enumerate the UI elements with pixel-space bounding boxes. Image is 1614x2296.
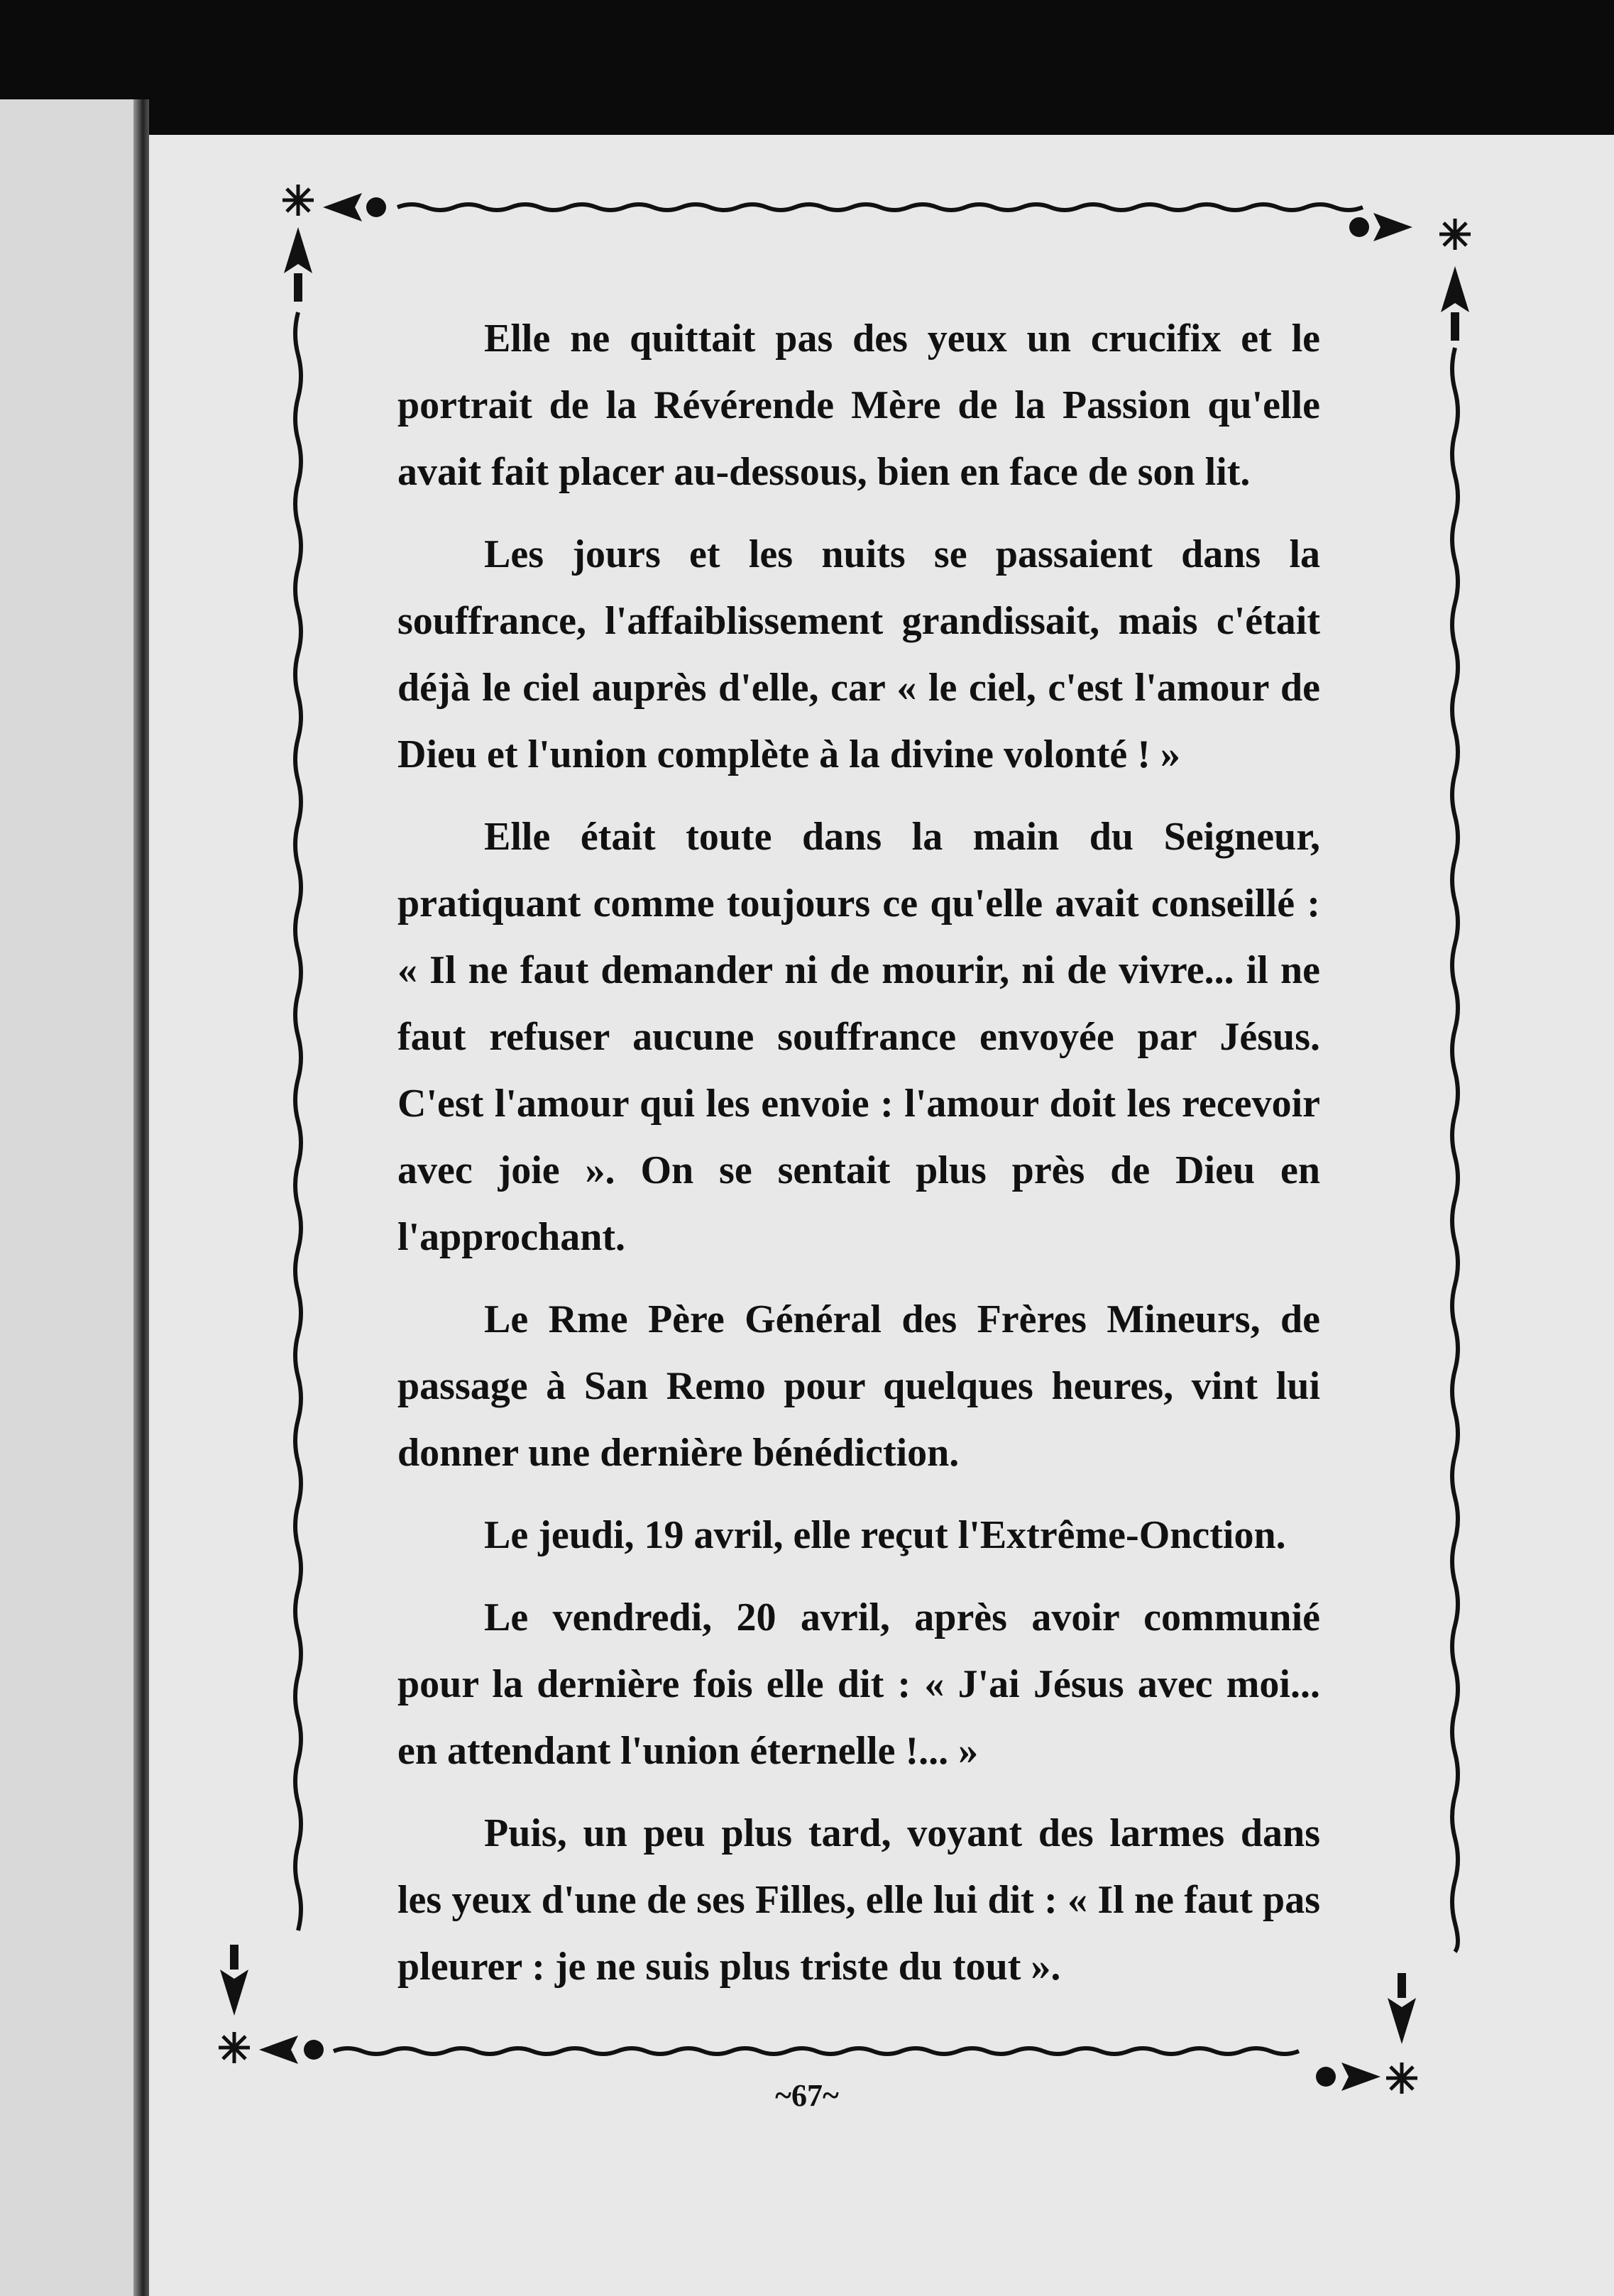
paragraph: Les jours et les nuits se passaient dans la souffrance, l'affaiblissement grandissait, mais c'était déjà le ciel auprès d'elle, car « le ciel, c'est l'amour de Dieu et l'union complète à la divine volonté ! »	[397, 532, 1320, 776]
page-number: ~67~	[775, 2078, 839, 2113]
page-body	[397, 305, 1320, 2016]
bottom-border-rule	[334, 2048, 1299, 2054]
left-border-rule	[295, 312, 301, 1930]
right-border-rule	[1452, 348, 1458, 1952]
paragraph: Le Rme Père Général des Frères Mineurs, de passage à San Remo pour quelques heures, vint lui donner une dernière bénédiction.	[397, 1297, 1320, 1475]
paragraph: Elle était toute dans la main du Seigneur, pratiquant comme toujours ce qu'elle avait conseillé : « Il ne faut demander ni de mourir, ni de vivre... il ne faut refuser aucune souffrance envoyée par Jésus. C'est l'amour qui les envoie : l'amour doit les recevoir avec joie ». On se sentait plus près de Dieu en l'approchant.	[397, 815, 1320, 1259]
top-border-rule	[397, 204, 1363, 210]
paragraph: Puis, un peu plus tard, voyant des larmes dans les yeux d'une de ses Filles, elle lui dit : « Il ne faut pas pleurer : je ne suis plus triste du tout ».	[397, 1811, 1320, 1989]
paragraph: Le jeudi, 19 avril, elle reçut l'Extrême-Onction.	[484, 1513, 1286, 1557]
paragraph: Elle ne quittait pas des yeux un crucifix et le portrait de la Révérende Mère de la Passion qu'elle avait fait placer au-dessous, bien en face de son lit.	[397, 317, 1320, 494]
paragraph: Le vendredi, 20 avril, après avoir communié pour la dernière fois elle dit : « J'ai Jésus avec moi... en attendant l'union éternelle !... »	[397, 1595, 1320, 1773]
